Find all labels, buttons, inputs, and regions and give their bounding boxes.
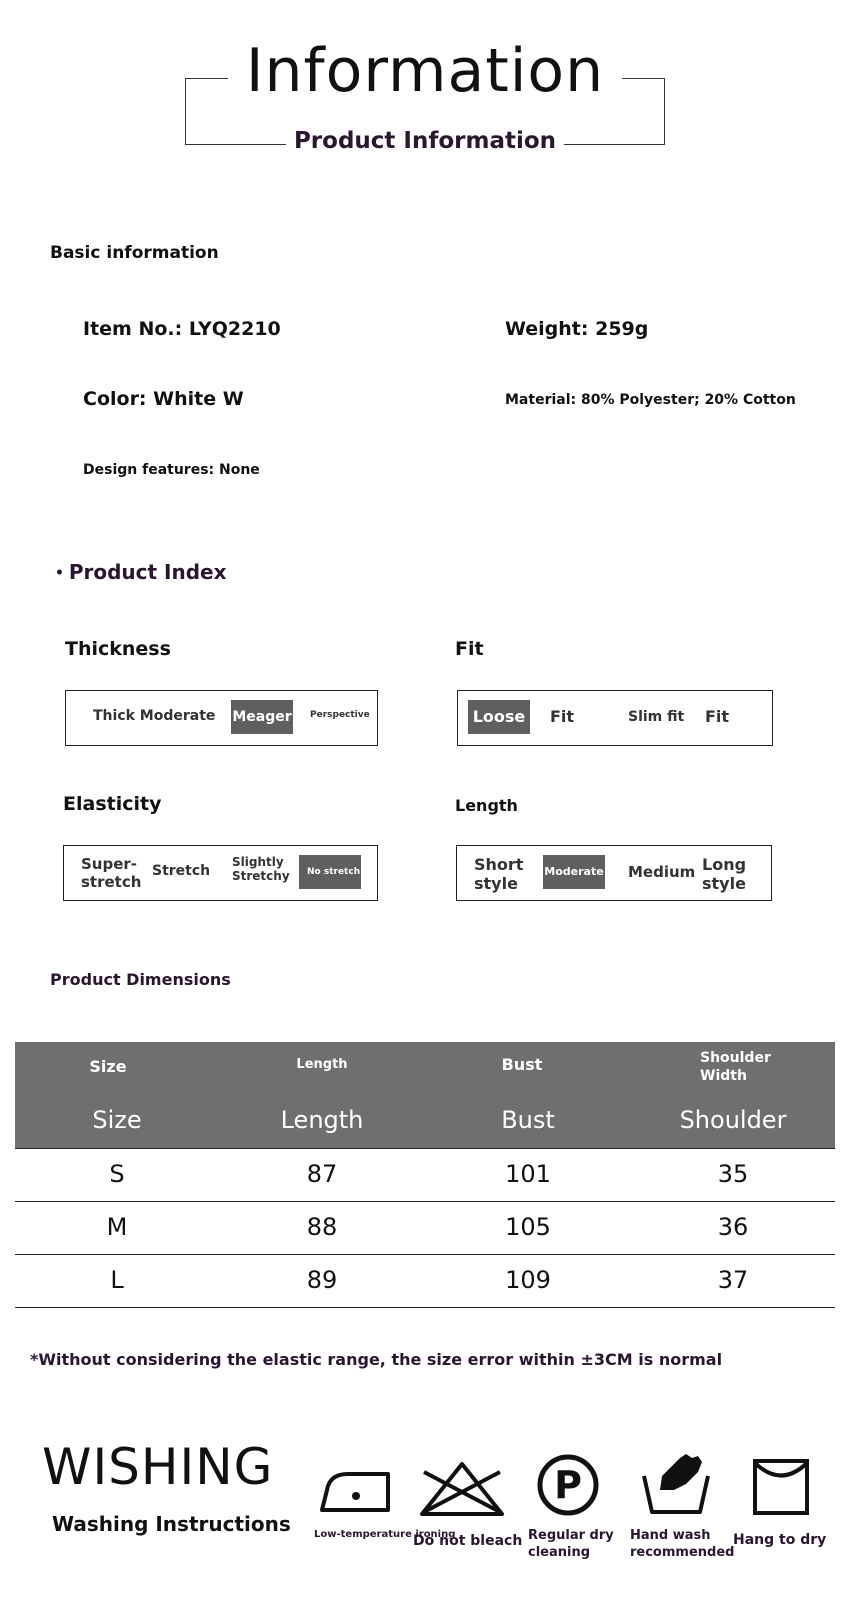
elasticity-option-selected: No stretch (299, 855, 361, 889)
iron-low-temp-icon (318, 1466, 394, 1516)
care-label: Hand wash recommended (630, 1528, 735, 1560)
elasticity-label: Elasticity (63, 793, 162, 815)
svg-text:P: P (554, 1463, 582, 1507)
bullet: • (55, 565, 69, 582)
no-bleach-icon (418, 1460, 506, 1518)
table-divider (15, 1307, 835, 1308)
table-cell: 89 (306, 1266, 338, 1294)
elasticity-option: Super-stretch (81, 855, 142, 891)
table-divider (15, 1148, 835, 1149)
care-label: Low-temperature ironing (314, 1529, 456, 1540)
care-label: Regular dry cleaning (528, 1528, 614, 1560)
table-header-cell: Bust (501, 1106, 555, 1134)
table-divider (15, 1254, 835, 1255)
length-scale (456, 845, 772, 901)
table-header-cell: Shoulder (679, 1106, 787, 1134)
length-option: Long style (702, 855, 747, 894)
elasticity-option: Slightly Stretchy (232, 855, 290, 884)
length-label: Length (455, 796, 518, 815)
design-features: Design features: None (83, 462, 260, 478)
dimensions-heading: Product Dimensions (50, 970, 231, 989)
hang-dry-icon (752, 1458, 810, 1516)
fit-scale (457, 690, 773, 746)
washing-title: Washing Instructions (52, 1512, 291, 1536)
table-header-cell: Bust (501, 1055, 543, 1074)
product-index-heading: • Product Index (55, 560, 227, 584)
basic-info-heading: Basic information (50, 243, 219, 263)
thickness-option: Perspective (310, 710, 370, 720)
thickness-label: Thickness (65, 638, 171, 660)
page-title: Information (0, 36, 850, 106)
elasticity-scale (63, 845, 378, 901)
table-header-cell: Shoulder Width (700, 1050, 771, 1084)
table-cell: L (110, 1266, 124, 1294)
thickness-option-selected: Meager (231, 700, 293, 734)
fit-label: Fit (455, 638, 484, 660)
material: Material: 80% Polyester; 20% Cotton (505, 392, 796, 408)
table-cell: M (106, 1213, 128, 1241)
thickness-scale (65, 690, 378, 746)
length-option-selected: Moderate (543, 855, 605, 889)
fit-option: Fit (705, 707, 730, 726)
care-label: Hang to dry (733, 1532, 827, 1548)
thickness-option: Thick Moderate (93, 708, 216, 724)
care-label: Do not bleach (413, 1533, 523, 1549)
weight: Weight: 259g (505, 318, 649, 340)
brand-wordmark: WISHING (42, 1438, 274, 1496)
item-number: Item No.: LYQ2210 (83, 318, 281, 340)
table-cell: 109 (505, 1266, 551, 1294)
table-cell: 87 (306, 1160, 338, 1188)
fit-option: Slim fit (628, 709, 685, 725)
color: Color: White W (83, 388, 244, 410)
length-option: Short style (474, 855, 524, 894)
table-cell: 35 (717, 1160, 749, 1188)
elasticity-option: Stretch (152, 863, 211, 879)
table-cell: 37 (717, 1266, 749, 1294)
table-cell: 105 (505, 1213, 551, 1241)
dry-clean-p-icon (535, 1452, 601, 1518)
fit-option-selected: Loose (468, 700, 530, 734)
table-header-cell: Length (280, 1106, 364, 1134)
table-cell: S (109, 1160, 125, 1188)
page-subtitle: Product Information (0, 128, 850, 154)
size-note: *Without considering the elastic range, the size error within ±3CM is normal (30, 1350, 723, 1369)
length-option: Medium (628, 863, 696, 881)
fit-option: Fit (550, 707, 575, 726)
table-header-cell: Size (89, 1057, 127, 1076)
table-header-cell: Size (92, 1106, 142, 1134)
table-cell: 101 (505, 1160, 551, 1188)
table-header-cell: Length (296, 1057, 348, 1072)
hand-wash-icon (640, 1450, 712, 1516)
table-cell: 36 (717, 1213, 749, 1241)
table-divider (15, 1201, 835, 1202)
table-cell: 88 (306, 1213, 338, 1241)
